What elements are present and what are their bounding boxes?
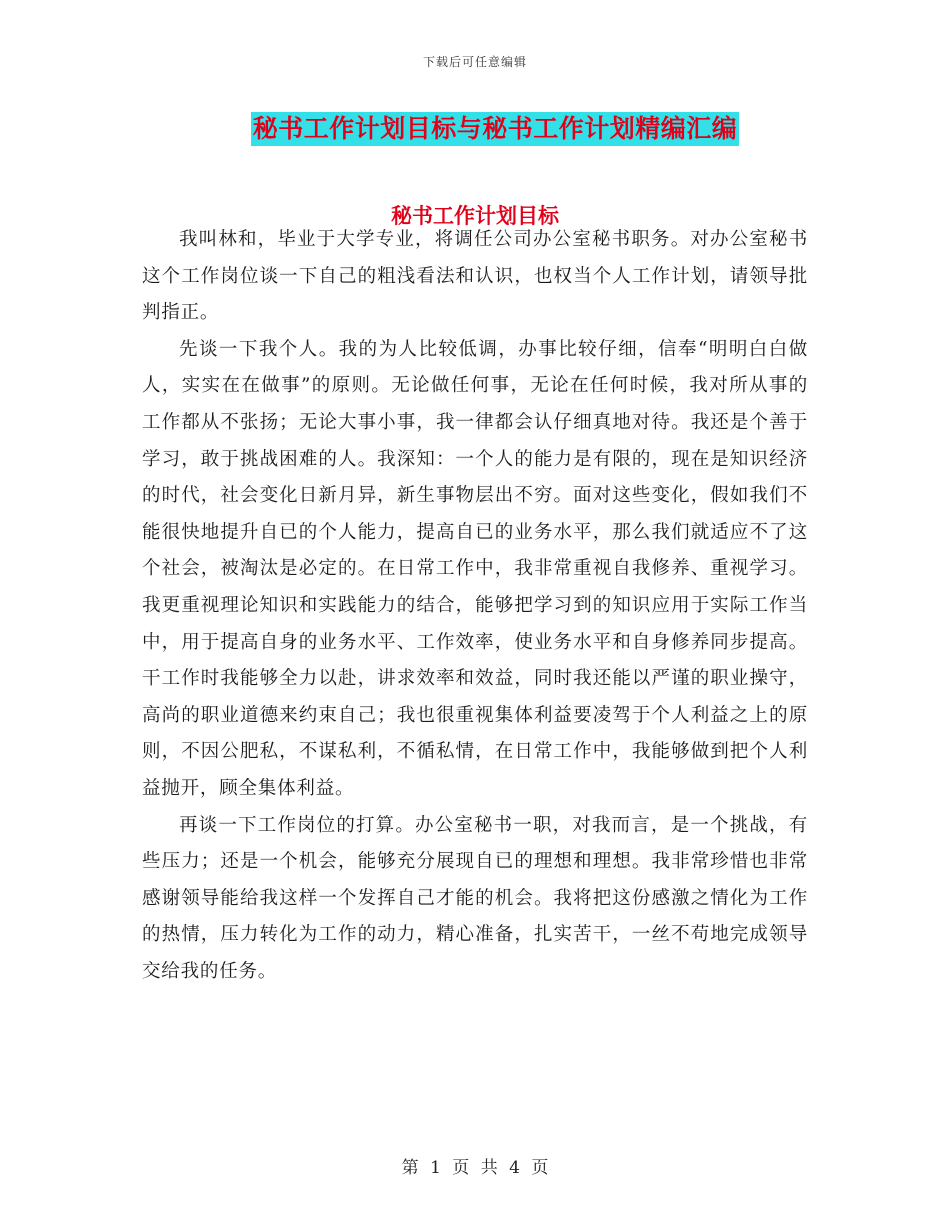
main-title-container bbox=[0, 112, 950, 146]
page-footer: 第 1 页 共 4 页 bbox=[401, 1158, 549, 1178]
paragraph-2: 先谈一下我个人。我的为人比较低调，办事比较仔细，信奉“明明白白做人，实实在在做事”的原则。无论做任何事，无论在任何时候，我对所从事的工作都从不张扬；无论大事小事，我一律都会认仔细真地对待。我还是个善于学习，敢于挑战困难的人。我深知：一个人的能力是有限的，现在是知识经济的时代，社会变化日新月异，新生事物层出不穷。面对这些变化，假如我们不能很快地提升自已的个人能力，提高自已的业务水平，那么我们就适应不了这个社会，被淘汰是必定的。在日常工作中，我非常重视自我修养、重视学习。我更重视理论知识和实践能力的结合，能够把学习到的知识应用于实际工作当中，用于提高自身的业务水平、工作效率，使业务水平和自身修养同步提高。干工作时我能够全力以赴，讲求效率和效益，同时我还能以严谨的职业操守，高尚的职业道德来约束自己；我也很重视集体利益要凌驾于个人利益之上的原则，不因公肥私，不谋私利，不循私情，在日常工作中，我能够做到把个人利益抛开，顾全集体利益。 bbox=[142, 338, 808, 799]
header-note: 下载后可任意编辑 bbox=[422, 55, 527, 69]
section-title: 秘书工作计划目标 bbox=[391, 203, 559, 228]
document-body bbox=[142, 222, 808, 990]
paragraph-3: 再谈一下工作岗位的打算。办公室秘书一职，对我而言，是一个挑战，有些压力；还是一个机会，能够充分展现自已的理想和理想。我非常珍惜也非常感谢领导能给我这样一个发挥自己才能的机会。我将把这份感激之情化为工作的热情，压力转化为工作的动力，精心准备，扎实苦干，一丝不苟地完成领导交给我的任务。 bbox=[142, 814, 808, 982]
paragraph-1: 我叫林和，毕业于大学专业，将调任公司办公室秘书职务。对办公室秘书这个工作岗位谈一下自己的粗浅看法和认识，也权当个人工作计划，请领导批判指正。 bbox=[142, 229, 808, 324]
main-title: 秘书工作计划目标与秘书工作计划精编汇编 bbox=[251, 112, 740, 146]
